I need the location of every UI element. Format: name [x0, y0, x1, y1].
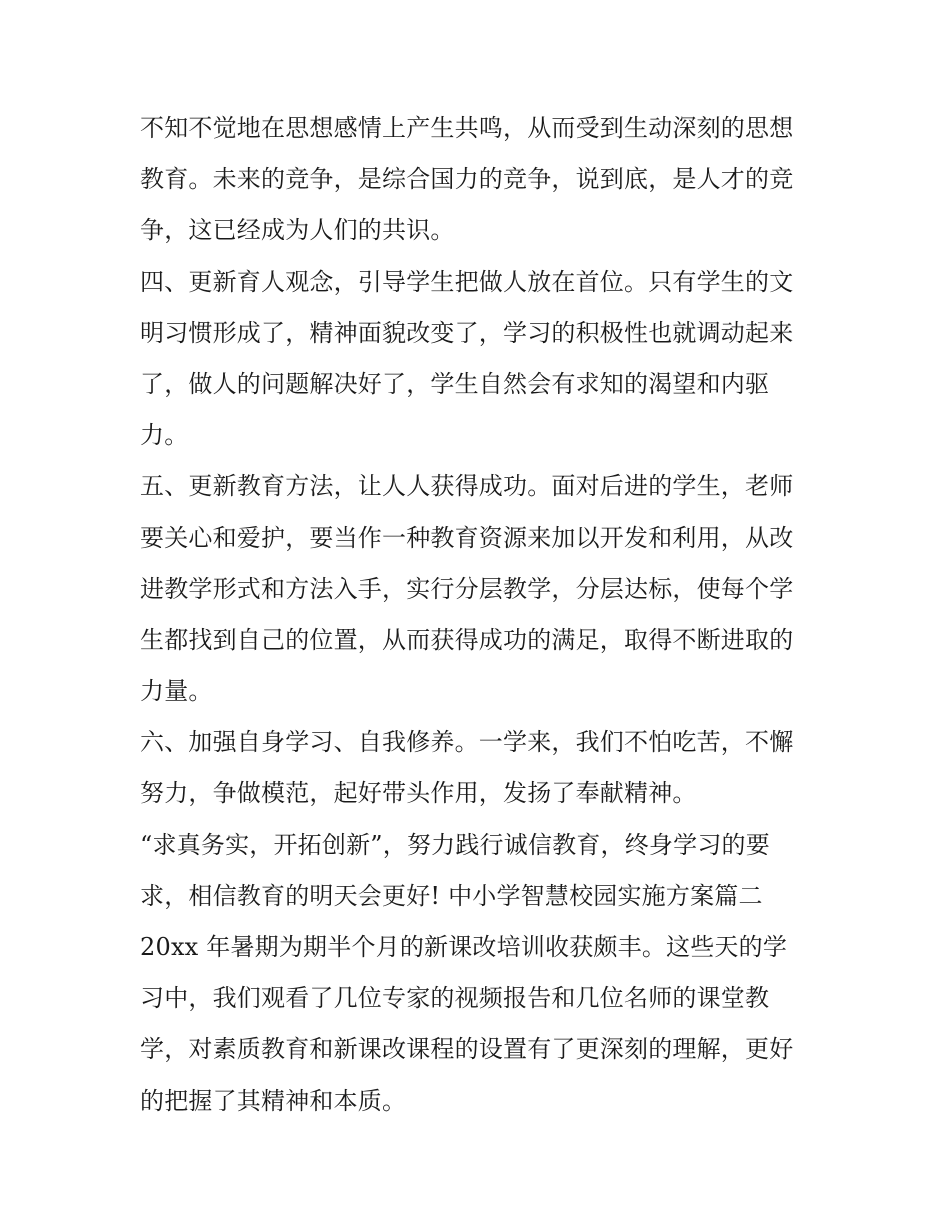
text-line: 要关心和爱护，要当作一种教育资源来加以开发和利用，从改 — [140, 523, 794, 552]
text-line: “求真务实，开拓创新”，努力践行诚信教育，终身学习的要 — [140, 830, 770, 859]
text-line: 进教学形式和方法入手，实行分层教学，分层达标，使每个学 — [140, 574, 794, 603]
text-line: 教育。未来的竞争，是综合国力的竞争，说到底，是人才的竞 — [140, 165, 794, 194]
text-line: 四、更新育人观念，引导学生把做人放在首位。只有学生的文 — [140, 267, 794, 296]
text-line: 五、更新教育方法，让人人获得成功。面对后进的学生，老师 — [140, 472, 794, 501]
text-line: 六、加强自身学习、自我修养。一学来，我们不怕吃苦，不懈 — [140, 728, 794, 757]
text-line: 习中，我们观看了几位专家的视频报告和几位名师的课堂教 — [140, 984, 770, 1013]
text-line: 力量。 — [140, 677, 213, 706]
text-line: 生都找到自己的位置，从而获得成功的满足，取得不断进取的 — [140, 625, 794, 654]
document-body — [140, 103, 820, 1127]
text-line: 了，做人的问题解决好了，学生自然会有求知的渴望和内驱 — [140, 369, 770, 398]
text-line: 力。 — [140, 421, 189, 450]
text-line: 努力，争做模范，起好带头作用，发扬了奉献精神。 — [140, 779, 697, 808]
text-line: 的把握了其精神和本质。 — [140, 1086, 407, 1115]
text-line: 不知不觉地在思想感情上产生共鸣，从而受到生动深刻的思想 — [140, 114, 794, 142]
text-line: 20xx 年暑期为期半个月的新课改培训收获颇丰。这些天的学 — [140, 933, 788, 961]
text-line: 求，相信教育的明天会更好! 中小学智慧校园实施方案篇二 — [140, 881, 763, 910]
text-line: 学，对素质教育和新课改课程的设置有了更深刻的理解，更好 — [140, 1035, 794, 1064]
text-line: 争，这已经成为人们的共识。 — [140, 216, 455, 245]
text-line: 明习惯形成了，精神面貌改变了，学习的积极性也就调动起来 — [140, 318, 794, 347]
